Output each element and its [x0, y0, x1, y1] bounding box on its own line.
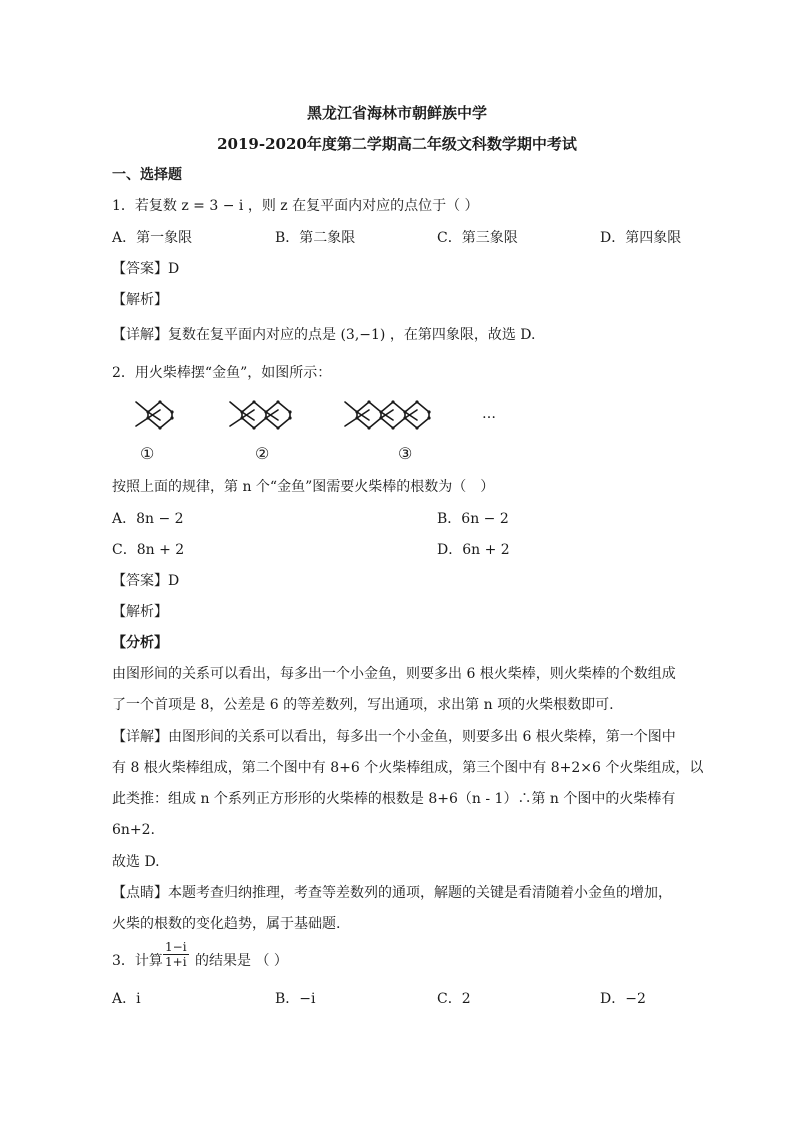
- q2-dianjing-line: 【点睛】本题考查归纳推理，考查等差数列的通项，解题的关键是看清随着小金鱼的增加，: [112, 885, 672, 901]
- q2-option-d: D．6n + 2: [437, 542, 510, 558]
- q1-option-d: D．第四象限: [600, 230, 682, 246]
- q2-question: 按照上面的规律，第 n 个“金鱼”图需要火柴棒的根数为（ ）: [112, 479, 495, 495]
- q3-option-b: B．−i: [275, 991, 316, 1007]
- goldfish-figure-2: [222, 392, 310, 440]
- q3-prefix: 3．计算: [112, 953, 163, 969]
- q2-option-a: A．8n − 2: [112, 511, 184, 527]
- q1-analysis: 【解析】: [112, 292, 168, 308]
- q1-option-c: C．第三象限: [437, 230, 518, 246]
- q3-option-d: D．−2: [600, 991, 646, 1007]
- q2-stem: 2．用火柴棒摆“金鱼”，如图所示：: [112, 365, 332, 381]
- section-heading: 一、选择题: [112, 167, 182, 183]
- figure-label-2: ②: [255, 444, 270, 463]
- q1-option-a: A．第一象限: [112, 230, 193, 246]
- q2-conclude: 故选 D.: [112, 854, 160, 870]
- q2-detail-line: 【详解】由图形间的关系可以看出，每多出一个小金鱼，则要多出 6 根火柴棒，第一个图中: [112, 729, 676, 745]
- figure-ellipsis: …: [482, 406, 497, 422]
- q2-fenxi-heading: 【分析】: [112, 635, 168, 651]
- q2-detail-line: 此类推：组成 n 个系列正方形形的火柴棒的根数是 8+6（n - 1）∴第 n 个图中的火柴棒有: [112, 791, 676, 807]
- exam-title: 2019-2020年度第二学期高二年级文科数学期中考试: [217, 135, 577, 153]
- q3-option-c: C．2: [437, 991, 471, 1007]
- q2-analysis: 【解析】: [112, 604, 168, 620]
- q2-dianjing-line: 火柴的根数的变化趋势，属于基础题.: [112, 916, 341, 932]
- q2-detail-line: 有 8 根火柴棒组成，第二个图中有 8+6 个火柴棒组成，第三个图中有 8+2×6 个火柴组成，以: [112, 760, 704, 776]
- q3-fraction-numerator: 1−i: [165, 940, 187, 954]
- q3-fraction-denominator: 1+i: [165, 955, 187, 969]
- school-title: 黑龙江省海林市朝鲜族中学: [306, 104, 487, 122]
- q2-answer: 【答案】D: [112, 573, 180, 589]
- q2-option-b: B．6n − 2: [437, 511, 509, 527]
- q1-answer: 【答案】D: [112, 261, 180, 277]
- q1-stem: 1．若复数 z = 3 − i ，则 z 在复平面内对应的点位于（ ）: [112, 198, 479, 214]
- q2-option-c: C．8n + 2: [112, 542, 185, 558]
- q3-option-a: A．i: [112, 991, 141, 1007]
- goldfish-figure-3: [337, 392, 457, 440]
- q1-detail: 【详解】复数在复平面内对应的点是 (3,−1) ，在第四象限，故选 D.: [112, 327, 536, 343]
- figure-label-3: ③: [398, 444, 413, 463]
- q3-fraction: [163, 940, 189, 969]
- q2-fenxi-line: 由图形间的关系可以看出，每多出一个小金鱼，则要多出 6 根火柴棒，则火柴棒的个数组成: [112, 666, 676, 682]
- goldfish-figure-1: [128, 392, 184, 440]
- figure-label-1: ①: [140, 444, 155, 463]
- q1-option-b: B．第二象限: [275, 230, 356, 246]
- q3-suffix: 的结果是 （ ）: [195, 953, 288, 969]
- q2-detail-line: 6n+2.: [112, 822, 156, 838]
- q2-fenxi-line: 了一个首项是 8，公差是 6 的等差数列，写出通项，求出第 n 项的火柴根数即可.: [112, 697, 614, 713]
